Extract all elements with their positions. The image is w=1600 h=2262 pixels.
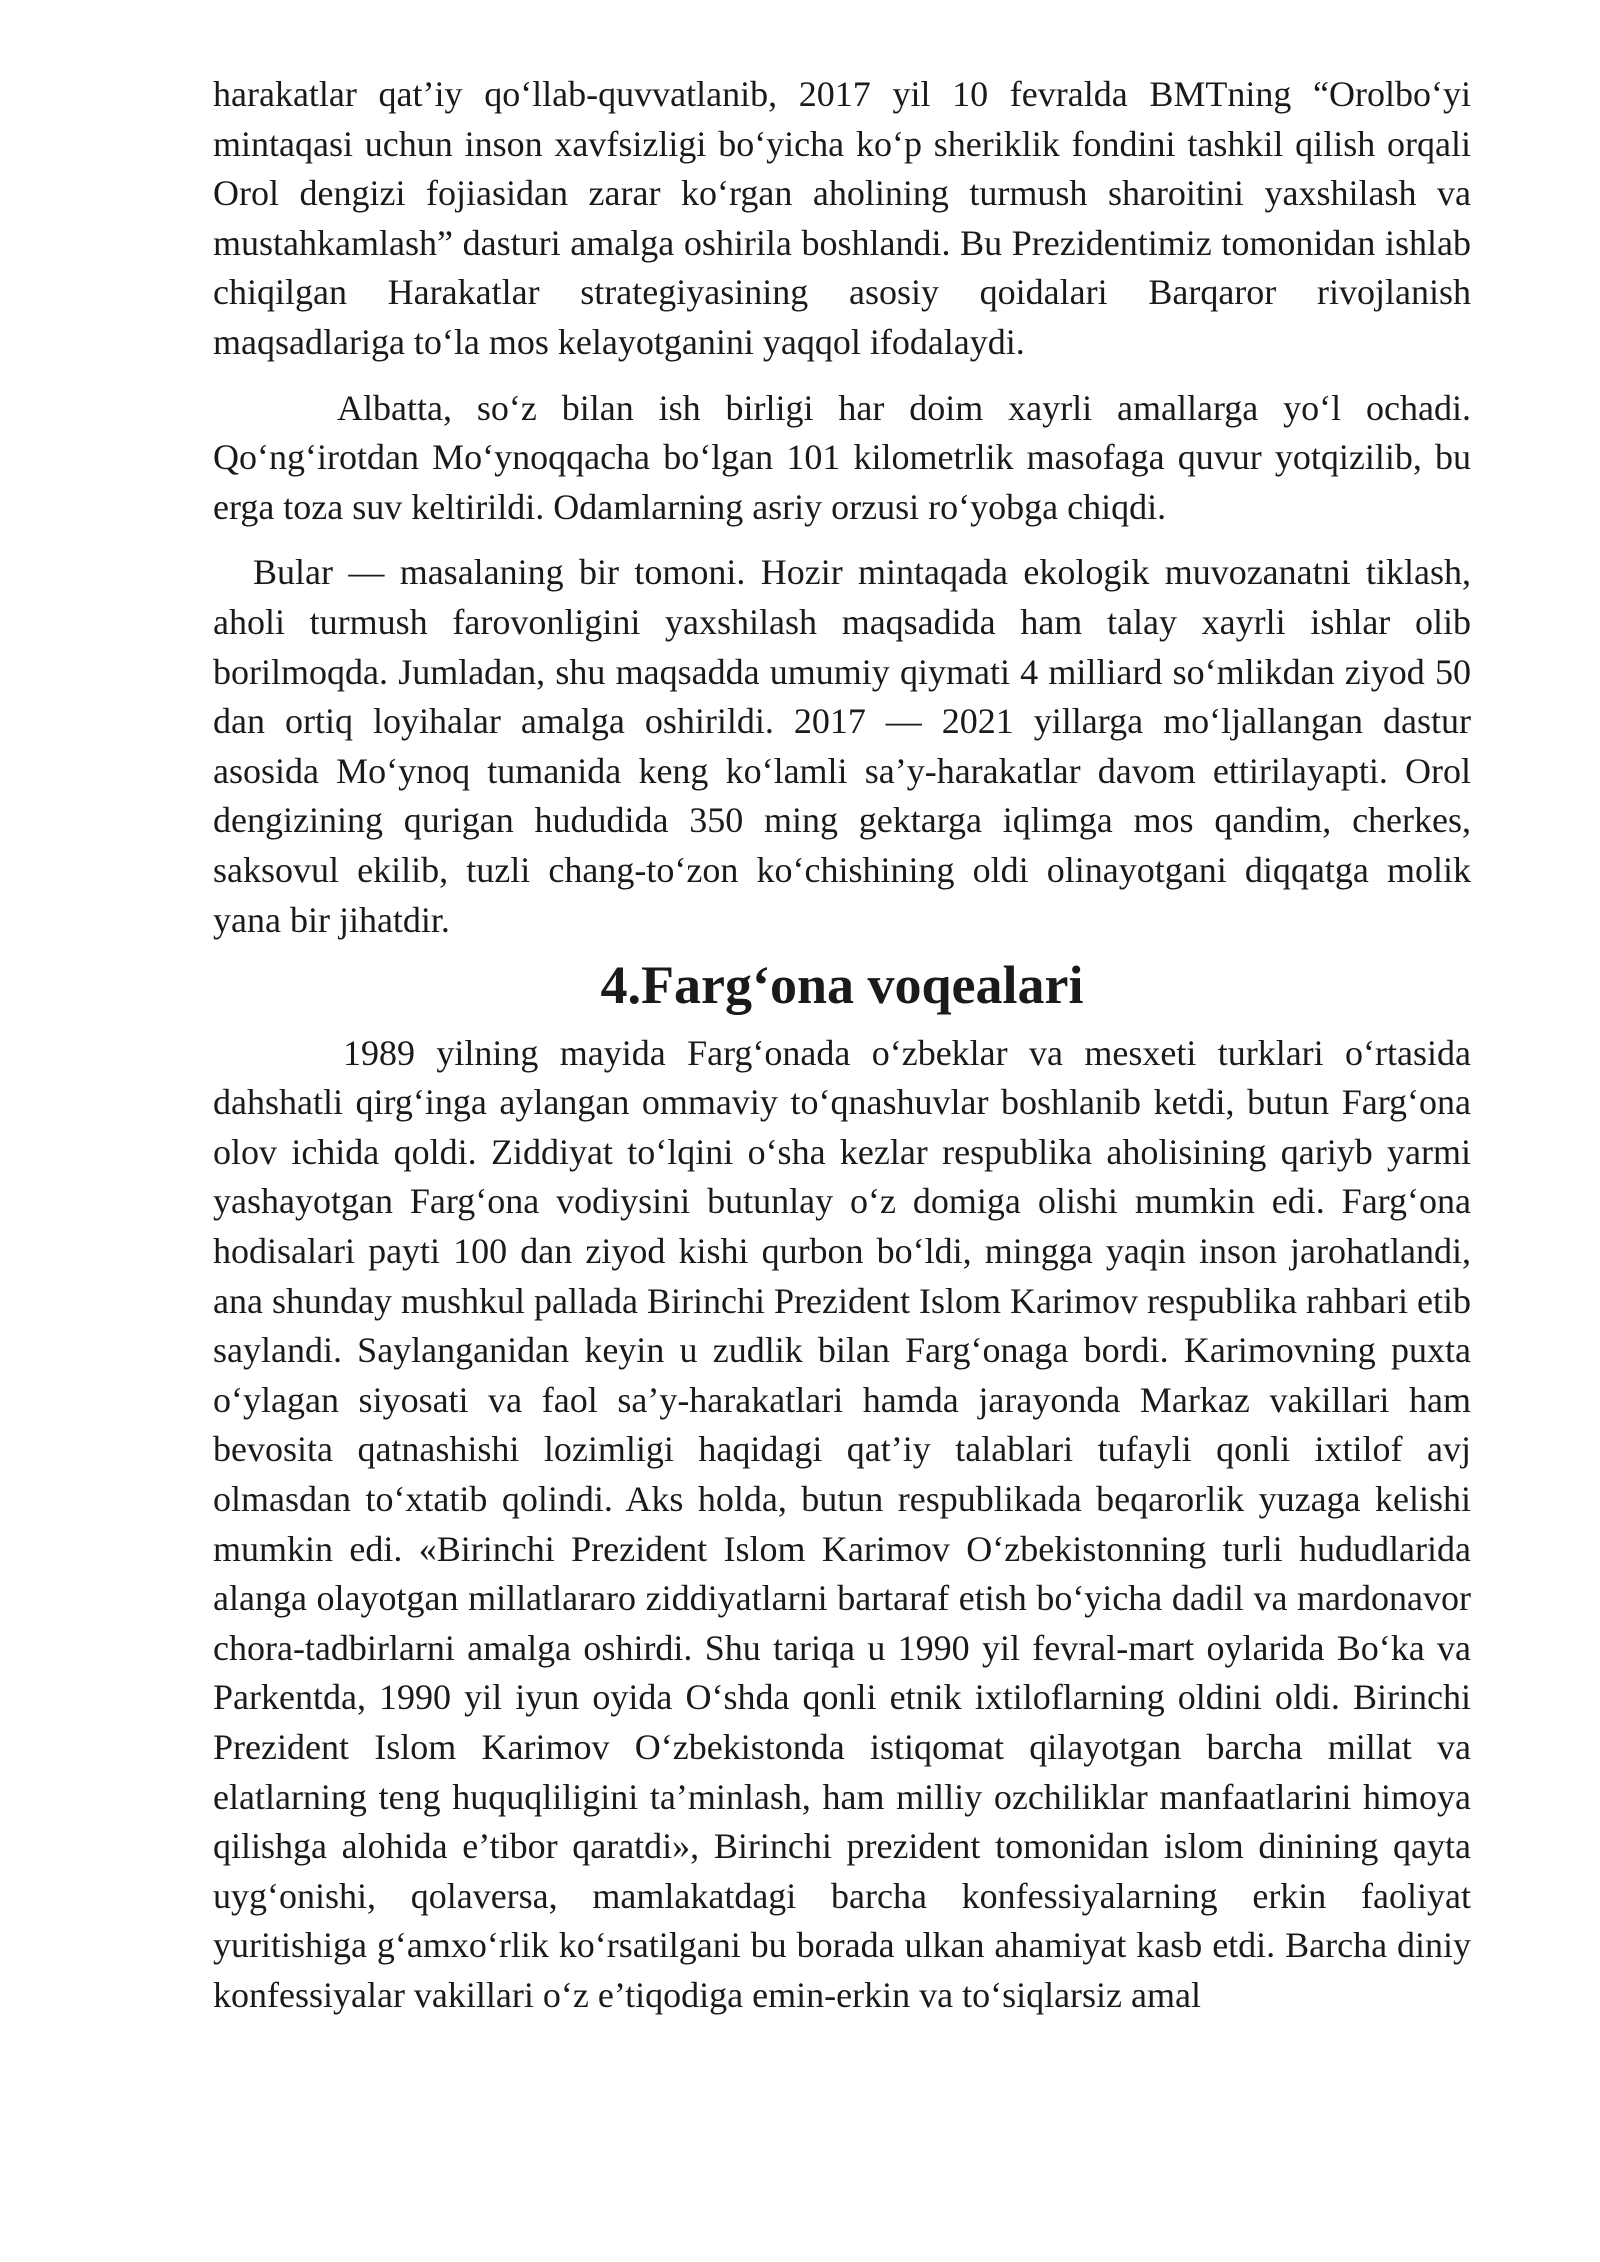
paragraph-fergana-events: 1989 yilning mayida Farg‘onada o‘zbeklar va mesxeti turklari o‘rtasida dahshatli qirg‘inga aylangan ommaviy to‘qnashuvlar boshlanib ketdi, butun Farg‘ona olov ichida qoldi. Ziddiyat to‘lqini o‘sha kezlar respublika aholisining qariyb yarmi yashayotgan Farg‘ona vodiysini butunlay o‘z domiga olishi mumkin edi. Farg‘ona hodisalari payti 100 dan ziyod kishi qurbon bo‘ldi, mingga yaqin inson jarohatlandi, ana shunday mushkul pallada Birinchi Prezident Islom Karimov respublika rahbari etib saylandi. Saylanganidan keyin u zudlik bilan Farg‘onaga bordi. Karimovning puxta o‘ylagan siyosati va faol sa’y-harakatlari hamda jarayonda Markaz vakillari ham bevosita qatnashishi lozimligi haqidagi qat’iy talablari tufayli qonli ixtilof avj olmasdan to‘xtatib qolindi. Aks holda, butun respublikada beqarorlik yuzaga kelishi mumkin edi. «Birinchi Prezident Islom Karimov O‘zbekistonning turli hududlarida alanga olayotgan millatlararo ziddiyatlarni bartaraf etish bo‘yicha dadil va mardonavor chora-tadbirlarni amalga oshirdi. Shu tariqa u 1990 yil fevral-mart oylarida Bo‘ka va Parkentda, 1990 yil iyun oyida O‘shda qonli etnik ixtiloflarning oldini oldi. Birinchi Prezident Islom Karimov O‘zbekistonda istiqomat qilayotgan barcha millat va elatlarning teng huquqliligini ta’minlash, ham milliy ozchiliklar manfaatlarini himoya qilishga alohida e’tibor qaratdi», Birinchi prezident tomonidan islom dinining qayta uyg‘onishi, qolaversa, mamlakatdagi barcha konfessiyalarning erkin faoliyat yuritishiga g‘amxo‘rlik ko‘rsatilgani bu borada ulkan ahamiyat kasb etdi. Barcha diniy konfessiyalar vakillari o‘z e’tiqodiga emin-erkin va to‘siqlarsiz amal [213, 1032, 1471, 2015]
paragraph-ecology-projects: Bular — masalaning bir tomoni. Hozir mintaqada ekologik muvozanatni tiklash, aholi turmush farovonligini yaxshilash maqsadida ham talay xayrli ishlar olib borilmoqda. Jumladan, shu maqsadda umumiy qiymati 4 milliard so‘mlikdan ziyod 50 dan ortiq loyihalar amalga oshirildi. 2017 — 2021 yillarga mo‘ljallangan dastur asosida Mo‘ynoq tumanida keng ko‘lamli sa’y-harakatlar davom ettirilayapti. Orol dengizining qurigan hududida 350 ming gektarga iqlimga mos qandim, cherkes, saksovul ekilib, tuzli chang-to‘zon ko‘chishining oldi olinayotgani diqqatga molik yana bir jihatdir. [213, 552, 1471, 940]
document-page [213, 70, 1471, 2021]
paragraph-aral-program: harakatlar qat’iy qo‘llab-quvvatlanib, 2017 yil 10 fevralda BMTning “Orolbo‘yi mintaqasi uchun inson xavfsizligi bo‘yicha ko‘p sheriklik fondini tashkil qilish orqali Orol dengizi fojiasidan zarar ko‘rgan aholining turmush sharoitini yaxshilash va mustahkamlash” dasturi amalga oshirila boshlandi. Bu Prezidentimiz tomonidan ishlab chiqilgan Harakatlar strategiyasining asosiy qoidalari Barqaror rivojlanish maqsadlariga to‘la mos kelayotganini yaqqol ifodalaydi. [213, 74, 1471, 362]
section-heading: 4.Farg‘ona voqealari [600, 955, 1084, 1016]
paragraph-water-pipeline: Albatta, so‘z bilan ish birligi har doim xayrli amallarga yo‘l ochadi. Qo‘ng‘irotdan Mo‘ynoqqacha bo‘lgan 101 kilometrlik masofaga quvur yotqizilib, bu erga toza suv keltirildi. Odamlarning asriy orzusi ro‘yobga chiqdi. [213, 387, 1471, 527]
